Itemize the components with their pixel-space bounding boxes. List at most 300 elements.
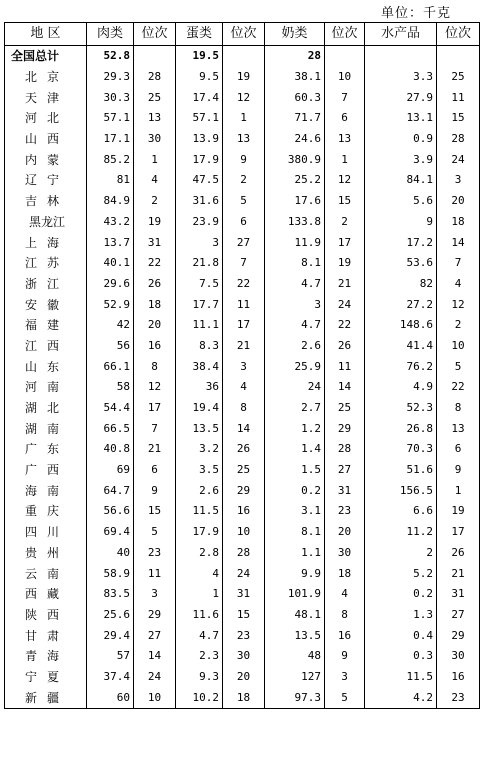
cell-meat: 57: [87, 646, 134, 667]
cell-meat: 43.2: [87, 212, 134, 233]
cell-meat-rank: 10: [134, 687, 176, 708]
cell-meat-rank: 9: [134, 480, 176, 501]
cell-region: 贵州: [5, 543, 87, 564]
cell-egg: 36: [176, 377, 223, 398]
table-row: [5, 605, 480, 626]
cell-aqua: 53.6: [365, 253, 437, 274]
cell-meat: 56: [87, 336, 134, 357]
cell-aqua-rank: 6: [437, 439, 480, 460]
cell-milk-rank: 5: [325, 687, 365, 708]
cell-egg: 11.1: [176, 315, 223, 336]
cell-aqua-rank: 1: [437, 480, 480, 501]
table-row: [5, 294, 480, 315]
cell-milk-rank: 16: [325, 625, 365, 646]
cell-egg: 2.3: [176, 646, 223, 667]
header-meat-rank: 位次: [134, 23, 176, 46]
cell-egg: 10.2: [176, 687, 223, 708]
header-aqua: 水产品: [365, 23, 437, 46]
cell-egg-rank: 3: [223, 356, 265, 377]
cell-milk: 48.1: [265, 605, 325, 626]
cell-region: 西藏: [5, 584, 87, 605]
cell-region: 重庆: [5, 501, 87, 522]
cell-meat-rank: 15: [134, 501, 176, 522]
cell-aqua-rank: 12: [437, 294, 480, 315]
cell-region: 天津: [5, 87, 87, 108]
cell-milk-rank: 23: [325, 501, 365, 522]
cell-egg-rank: 20: [223, 667, 265, 688]
cell-milk-rank: 12: [325, 170, 365, 191]
cell-milk: 133.8: [265, 212, 325, 233]
cell-region: 吉林: [5, 191, 87, 212]
cell-milk: 0.2: [265, 480, 325, 501]
cell-egg: 13.9: [176, 129, 223, 150]
cell-egg-rank: 6: [223, 212, 265, 233]
cell-aqua-rank: 16: [437, 667, 480, 688]
cell-milk-rank: 9: [325, 646, 365, 667]
cell-milk-rank: 29: [325, 418, 365, 439]
cell-egg-rank: 29: [223, 480, 265, 501]
table-row: [5, 336, 480, 357]
cell-aqua-rank: 22: [437, 377, 480, 398]
cell-egg-rank: 13: [223, 129, 265, 150]
cell-egg: 1: [176, 584, 223, 605]
cell-egg: 3.5: [176, 460, 223, 481]
header-region: 地 区: [5, 23, 87, 46]
cell-meat: 60: [87, 687, 134, 708]
cell-egg: 23.9: [176, 212, 223, 233]
cell-milk: 8.1: [265, 522, 325, 543]
cell-meat-rank: 19: [134, 212, 176, 233]
cell-aqua-rank: 4: [437, 274, 480, 295]
cell-aqua-rank: 27: [437, 605, 480, 626]
cell-egg-rank: 2: [223, 170, 265, 191]
cell-egg-rank: 26: [223, 439, 265, 460]
cell-egg-rank: 23: [223, 625, 265, 646]
cell-aqua-rank: 3: [437, 170, 480, 191]
cell-region: 河南: [5, 377, 87, 398]
total-region: 全国总计: [5, 46, 87, 67]
cell-milk-rank: 15: [325, 191, 365, 212]
cell-egg: 31.6: [176, 191, 223, 212]
cell-egg: 7.5: [176, 274, 223, 295]
cell-milk: 2.7: [265, 398, 325, 419]
header-meat: 肉类: [87, 23, 134, 46]
cell-meat-rank: 2: [134, 191, 176, 212]
cell-aqua: 4.9: [365, 377, 437, 398]
cell-egg-rank: 30: [223, 646, 265, 667]
cell-meat-rank: 20: [134, 315, 176, 336]
cell-aqua: 5.6: [365, 191, 437, 212]
cell-egg-rank: 1: [223, 108, 265, 129]
table-row: [5, 315, 480, 336]
cell-milk: 9.9: [265, 563, 325, 584]
cell-region: 山西: [5, 129, 87, 150]
cell-egg-rank: 5: [223, 191, 265, 212]
cell-meat: 40.1: [87, 253, 134, 274]
cell-aqua: 3.3: [365, 67, 437, 88]
cell-region: 江西: [5, 336, 87, 357]
header-egg-rank: 位次: [223, 23, 265, 46]
cell-egg-rank: 4: [223, 377, 265, 398]
cell-egg: 2.6: [176, 480, 223, 501]
cell-milk: 1.5: [265, 460, 325, 481]
cell-aqua-rank: 5: [437, 356, 480, 377]
cell-milk: 60.3: [265, 87, 325, 108]
cell-milk: 25.9: [265, 356, 325, 377]
cell-meat-rank: 31: [134, 232, 176, 253]
table-row: [5, 129, 480, 150]
cell-aqua: 13.1: [365, 108, 437, 129]
cell-region: 辽宁: [5, 170, 87, 191]
cell-region: 黑龙江: [5, 212, 87, 233]
cell-meat: 40.8: [87, 439, 134, 460]
cell-region: 甘肃: [5, 625, 87, 646]
header-aqua-rank: 位次: [437, 23, 480, 46]
table-row: [5, 67, 480, 88]
cell-milk-rank: 4: [325, 584, 365, 605]
cell-aqua: 82: [365, 274, 437, 295]
cell-meat: 66.5: [87, 418, 134, 439]
cell-milk: 13.5: [265, 625, 325, 646]
cell-milk: 1.4: [265, 439, 325, 460]
cell-milk-rank: 31: [325, 480, 365, 501]
cell-aqua-rank: 19: [437, 501, 480, 522]
cell-egg: 17.9: [176, 149, 223, 170]
cell-egg: 13.5: [176, 418, 223, 439]
cell-aqua: 0.3: [365, 646, 437, 667]
cell-aqua: 27.2: [365, 294, 437, 315]
cell-egg: 11.5: [176, 501, 223, 522]
cell-milk-rank: 11: [325, 356, 365, 377]
cell-aqua-rank: 24: [437, 149, 480, 170]
cell-meat: 29.3: [87, 67, 134, 88]
cell-egg-rank: 28: [223, 543, 265, 564]
cell-aqua: 5.2: [365, 563, 437, 584]
cell-meat: 57.1: [87, 108, 134, 129]
cell-aqua: 11.2: [365, 522, 437, 543]
cell-aqua: 156.5: [365, 480, 437, 501]
cell-region: 内蒙: [5, 149, 87, 170]
cell-milk-rank: 27: [325, 460, 365, 481]
cell-aqua-rank: 18: [437, 212, 480, 233]
cell-meat-rank: 4: [134, 170, 176, 191]
cell-aqua-rank: 31: [437, 584, 480, 605]
cell-region: 宁夏: [5, 667, 87, 688]
cell-region: 河北: [5, 108, 87, 129]
cell-milk-rank: 28: [325, 439, 365, 460]
cell-milk: 127: [265, 667, 325, 688]
table-row: [5, 667, 480, 688]
cell-egg-rank: 10: [223, 522, 265, 543]
cell-aqua: 27.9: [365, 87, 437, 108]
cell-milk: 17.6: [265, 191, 325, 212]
cell-meat-rank: 21: [134, 439, 176, 460]
cell-region: 北京: [5, 67, 87, 88]
cell-egg-rank: 18: [223, 687, 265, 708]
cell-milk-rank: 14: [325, 377, 365, 398]
cell-egg: 9.3: [176, 667, 223, 688]
cell-meat-rank: 8: [134, 356, 176, 377]
table-row: [5, 522, 480, 543]
cell-meat-rank: 18: [134, 294, 176, 315]
cell-aqua-rank: 28: [437, 129, 480, 150]
table-row: [5, 439, 480, 460]
cell-egg: 9.5: [176, 67, 223, 88]
cell-milk: 97.3: [265, 687, 325, 708]
cell-milk: 25.2: [265, 170, 325, 191]
cell-milk: 24.6: [265, 129, 325, 150]
table-row: [5, 460, 480, 481]
cell-region: 新疆: [5, 687, 87, 708]
cell-egg-rank: 9: [223, 149, 265, 170]
cell-meat: 85.2: [87, 149, 134, 170]
cell-region: 广东: [5, 439, 87, 460]
cell-meat-rank: 7: [134, 418, 176, 439]
table-row: [5, 87, 480, 108]
total-milk: 28: [265, 46, 325, 67]
cell-aqua: 2: [365, 543, 437, 564]
cell-meat-rank: 17: [134, 398, 176, 419]
cell-meat: 58.9: [87, 563, 134, 584]
table-row: [5, 377, 480, 398]
table-row: [5, 398, 480, 419]
cell-aqua-rank: 2: [437, 315, 480, 336]
cell-egg-rank: 21: [223, 336, 265, 357]
cell-aqua-rank: 17: [437, 522, 480, 543]
cell-egg: 17.7: [176, 294, 223, 315]
cell-meat: 25.6: [87, 605, 134, 626]
cell-aqua: 52.3: [365, 398, 437, 419]
cell-egg-rank: 11: [223, 294, 265, 315]
cell-milk: 380.9: [265, 149, 325, 170]
cell-milk: 2.6: [265, 336, 325, 357]
table-row: [5, 356, 480, 377]
cell-meat: 83.5: [87, 584, 134, 605]
cell-aqua-rank: 30: [437, 646, 480, 667]
cell-aqua-rank: 20: [437, 191, 480, 212]
table-row: [5, 687, 480, 708]
cell-meat-rank: 29: [134, 605, 176, 626]
cell-egg-rank: 7: [223, 253, 265, 274]
cell-egg-rank: 22: [223, 274, 265, 295]
cell-aqua: 4.2: [365, 687, 437, 708]
cell-aqua: 11.5: [365, 667, 437, 688]
cell-milk-rank: 10: [325, 67, 365, 88]
cell-aqua-rank: 29: [437, 625, 480, 646]
cell-region: 安徽: [5, 294, 87, 315]
cell-aqua: 76.2: [365, 356, 437, 377]
cell-milk-rank: 2: [325, 212, 365, 233]
cell-aqua: 9: [365, 212, 437, 233]
table-row: [5, 543, 480, 564]
cell-egg-rank: 12: [223, 87, 265, 108]
unit-label: 单位：千克: [380, 6, 451, 21]
cell-aqua: 6.6: [365, 501, 437, 522]
cell-egg: 4: [176, 563, 223, 584]
cell-aqua-rank: 15: [437, 108, 480, 129]
cell-milk-rank: 18: [325, 563, 365, 584]
cell-egg-rank: 25: [223, 460, 265, 481]
cell-meat: 42: [87, 315, 134, 336]
table-row: [5, 170, 480, 191]
cell-milk-rank: 24: [325, 294, 365, 315]
total-meat-rank: [134, 46, 176, 67]
cell-egg-rank: 15: [223, 605, 265, 626]
cell-milk-rank: 21: [325, 274, 365, 295]
cell-milk-rank: 7: [325, 87, 365, 108]
cell-aqua-rank: 11: [437, 87, 480, 108]
cell-meat: 52.9: [87, 294, 134, 315]
cell-milk-rank: 6: [325, 108, 365, 129]
table-row: [5, 501, 480, 522]
cell-region: 湖北: [5, 398, 87, 419]
cell-aqua: 0.9: [365, 129, 437, 150]
cell-milk: 1.1: [265, 543, 325, 564]
cell-milk: 3: [265, 294, 325, 315]
cell-meat-rank: 12: [134, 377, 176, 398]
cell-aqua: 1.3: [365, 605, 437, 626]
cell-meat-rank: 27: [134, 625, 176, 646]
cell-meat-rank: 25: [134, 87, 176, 108]
cell-region: 湖南: [5, 418, 87, 439]
cell-meat-rank: 22: [134, 253, 176, 274]
header-row: [5, 23, 480, 46]
cell-meat-rank: 16: [134, 336, 176, 357]
cell-aqua: 17.2: [365, 232, 437, 253]
table-row: [5, 232, 480, 253]
cell-egg: 17.4: [176, 87, 223, 108]
cell-aqua: 41.4: [365, 336, 437, 357]
cell-milk-rank: 13: [325, 129, 365, 150]
cell-region: 四川: [5, 522, 87, 543]
cell-egg: 47.5: [176, 170, 223, 191]
cell-egg: 21.8: [176, 253, 223, 274]
cell-meat: 13.7: [87, 232, 134, 253]
table-row: [5, 563, 480, 584]
total-aqua-rank: [437, 46, 480, 67]
cell-milk-rank: 20: [325, 522, 365, 543]
table-row: [5, 584, 480, 605]
cell-aqua-rank: 21: [437, 563, 480, 584]
cell-milk: 24: [265, 377, 325, 398]
cell-meat-rank: 3: [134, 584, 176, 605]
cell-aqua: 51.6: [365, 460, 437, 481]
header-egg: 蛋类: [176, 23, 223, 46]
cell-meat: 69: [87, 460, 134, 481]
cell-region: 云南: [5, 563, 87, 584]
cell-region: 广西: [5, 460, 87, 481]
cell-meat: 84.9: [87, 191, 134, 212]
table-row: [5, 212, 480, 233]
cell-meat-rank: 14: [134, 646, 176, 667]
cell-milk-rank: 8: [325, 605, 365, 626]
cell-aqua-rank: 10: [437, 336, 480, 357]
table-row: [5, 418, 480, 439]
cell-egg: 11.6: [176, 605, 223, 626]
cell-milk: 4.7: [265, 315, 325, 336]
table-row: [5, 191, 480, 212]
cell-aqua: 0.2: [365, 584, 437, 605]
cell-aqua: 84.1: [365, 170, 437, 191]
table-row: [5, 274, 480, 295]
cell-aqua-rank: 25: [437, 67, 480, 88]
cell-meat-rank: 30: [134, 129, 176, 150]
cell-egg: 4.7: [176, 625, 223, 646]
cell-aqua: 0.4: [365, 625, 437, 646]
table-row: [5, 480, 480, 501]
cell-milk-rank: 26: [325, 336, 365, 357]
cell-milk: 3.1: [265, 501, 325, 522]
cell-milk-rank: 17: [325, 232, 365, 253]
cell-egg: 17.9: [176, 522, 223, 543]
cell-meat: 54.4: [87, 398, 134, 419]
cell-aqua-rank: 9: [437, 460, 480, 481]
cell-aqua: 70.3: [365, 439, 437, 460]
cell-aqua-rank: 23: [437, 687, 480, 708]
cell-milk-rank: 22: [325, 315, 365, 336]
cell-milk: 8.1: [265, 253, 325, 274]
cell-egg: 3: [176, 232, 223, 253]
cell-milk: 48: [265, 646, 325, 667]
cell-meat: 37.4: [87, 667, 134, 688]
total-meat: 52.8: [87, 46, 134, 67]
cell-meat: 64.7: [87, 480, 134, 501]
cell-aqua: 3.9: [365, 149, 437, 170]
cell-egg: 2.8: [176, 543, 223, 564]
cell-meat: 29.4: [87, 625, 134, 646]
cell-meat: 40: [87, 543, 134, 564]
cell-meat-rank: 26: [134, 274, 176, 295]
cell-aqua-rank: 14: [437, 232, 480, 253]
total-row: [5, 46, 480, 67]
total-aqua: [365, 46, 437, 67]
total-milk-rank: [325, 46, 365, 67]
cell-region: 山东: [5, 356, 87, 377]
table-row: [5, 646, 480, 667]
table-row: [5, 625, 480, 646]
cell-meat-rank: 13: [134, 108, 176, 129]
consumption-table: [4, 22, 480, 709]
cell-meat-rank: 5: [134, 522, 176, 543]
cell-region: 青海: [5, 646, 87, 667]
cell-meat-rank: 11: [134, 563, 176, 584]
cell-egg-rank: 31: [223, 584, 265, 605]
cell-aqua-rank: 26: [437, 543, 480, 564]
cell-meat-rank: 6: [134, 460, 176, 481]
cell-aqua: 26.8: [365, 418, 437, 439]
table-row: [5, 108, 480, 129]
cell-milk: 1.2: [265, 418, 325, 439]
cell-region: 陕西: [5, 605, 87, 626]
cell-milk: 4.7: [265, 274, 325, 295]
cell-egg-rank: 19: [223, 67, 265, 88]
cell-meat-rank: 28: [134, 67, 176, 88]
cell-milk-rank: 19: [325, 253, 365, 274]
cell-region: 浙江: [5, 274, 87, 295]
cell-milk-rank: 3: [325, 667, 365, 688]
cell-region: 海南: [5, 480, 87, 501]
cell-meat: 81: [87, 170, 134, 191]
cell-egg: 3.2: [176, 439, 223, 460]
cell-meat: 66.1: [87, 356, 134, 377]
cell-egg: 8.3: [176, 336, 223, 357]
cell-aqua-rank: 8: [437, 398, 480, 419]
cell-milk-rank: 1: [325, 149, 365, 170]
header-milk: 奶类: [265, 23, 325, 46]
cell-egg-rank: 8: [223, 398, 265, 419]
cell-egg: 38.4: [176, 356, 223, 377]
cell-region: 福建: [5, 315, 87, 336]
